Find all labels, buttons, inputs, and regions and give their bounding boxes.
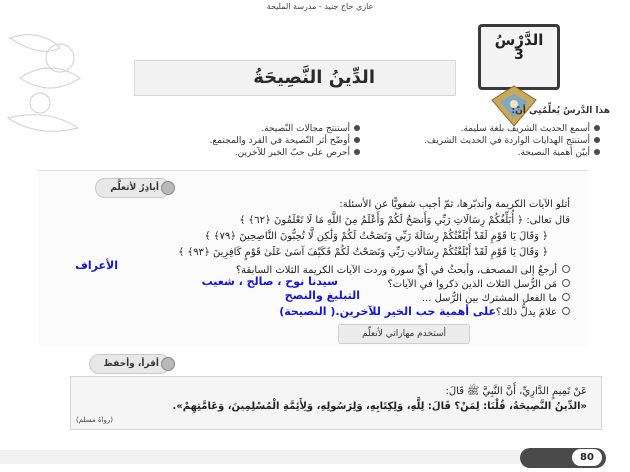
hadith-intro: عَنْ تَمِيمٍ الدَّارِيِّ، أَنَّ النَّبِيَّ ﷺ قَالَ: [445, 386, 587, 397]
goal-item: أوضّح أثر النّصيحة في الفرد والمجتمع. [210, 136, 360, 146]
goal-item: أحرص على حبّ الخير للآخرين. [235, 148, 360, 158]
intro-heading: هذا الدَّرسُ يُعلِّمُنِي أنْ: [511, 106, 610, 116]
lesson-word: الدَّرْسُ [494, 31, 544, 49]
answer-action: التبليغ والنصح [284, 289, 360, 302]
goal-item: أستنتج مجالات النّصيحة. [261, 124, 360, 134]
answer-surah: الأعراف [75, 259, 118, 272]
title-banner [134, 60, 456, 96]
instruction-text: أتلو الآيات الكريمة وأتدبّرها، ثمّ أجيب شفويًّا عن الأسئلة: [339, 199, 570, 210]
verse-line: قال تعالى: ﴿ أُبَلِّغُكُمْ رِسَالَاتِ رَبِّي وَأَنصَحُ لَكُمْ وَأَعْلَمُ مِنَ اللَّهِ مَا لَا تَعْلَمُونَ ﴿٦٢﴾ ﴾ [239, 215, 570, 226]
answer-prophets: سيدنا نوح ، صالح ، شعيب [201, 275, 338, 288]
verse-line: ﴿ وَقَالَ يَا قَوْمِ لَقَدْ أَبْلَغْتُكُمْ رِسَالَةَ رَبِّي وَنَصَحْتُ لَكُمْ وَلَٰكِن لَّا تُحِبُّونَ النَّاصِحِينَ ﴿٧٩﴾ ﴾ [204, 231, 548, 242]
lesson-badge [478, 24, 560, 90]
goal-item: أسمع الحديث الشريف بلغة سليمة. [461, 124, 600, 134]
question-item: أرجعُ إلى المصحف، وأبحثُ في أيِّ سورة وردت الآيات الكريمة الثلاث السابقة؟ [236, 265, 570, 276]
goal-item: أستنتج الهدايات الواردة في الحديث الشريف. [424, 136, 600, 146]
skills-bar: أستخدم مهاراتي لأتعلّم [338, 324, 470, 344]
header-caption: عازي حاج جنيد - مدرسة المليحة [266, 2, 374, 11]
hadith-text: «الدِّينُ النَّصِيحَةُ، قُلْنَا: لِمَنْ؟ قَالَ: لِلَّهِ، وَلِكِتَابِهِ، وَلِرَسُولِهِ، وَلِأَئِمَّةِ الْمُسْلِمِينَ، وَعَامَّتِهِمْ». [172, 401, 587, 412]
footer-band [0, 450, 520, 464]
answer-meaning: على أهمية حب الخير للآخرين.( النصيحة) [279, 305, 496, 318]
question-item: مَن الرُّسل الثلاث الذين ذكروا في الآيات؟ [387, 279, 570, 290]
goal-item: أبيّن أهمية النصيحة. [518, 148, 600, 158]
page-number: 80 [572, 449, 602, 466]
page-number-pill [520, 448, 606, 468]
hadith-box [70, 376, 602, 430]
verse-line: ﴿ وَقَالَ يَا قَوْمِ لَقَدْ أَبْلَغْتُكُمْ رِسَالَاتِ رَبِّي وَنَصَحْتُ لَكُمْ فَكَيْفَ آسَىٰ عَلَىٰ قَوْمٍ كَافِرِينَ ﴿٩٣﴾ ﴾ [178, 247, 548, 258]
question-item: ما الفعل المشترك بين الرُّسل ... [422, 293, 570, 304]
lesson-title: الدِّينُ النَّصِيحَةُ [253, 67, 375, 88]
goals-list [40, 124, 600, 164]
hadith-source: (رواهُ مسلم) [76, 416, 114, 424]
lesson-number: 3 [514, 47, 524, 63]
question-item: علامَ يدلُّ ذلك؟ [496, 307, 570, 318]
section-tab-initiate: أبادِرُ لأتعلَّم [95, 178, 170, 198]
section-tab-read-memorize: أقرأ، وأحفظ [89, 354, 171, 374]
